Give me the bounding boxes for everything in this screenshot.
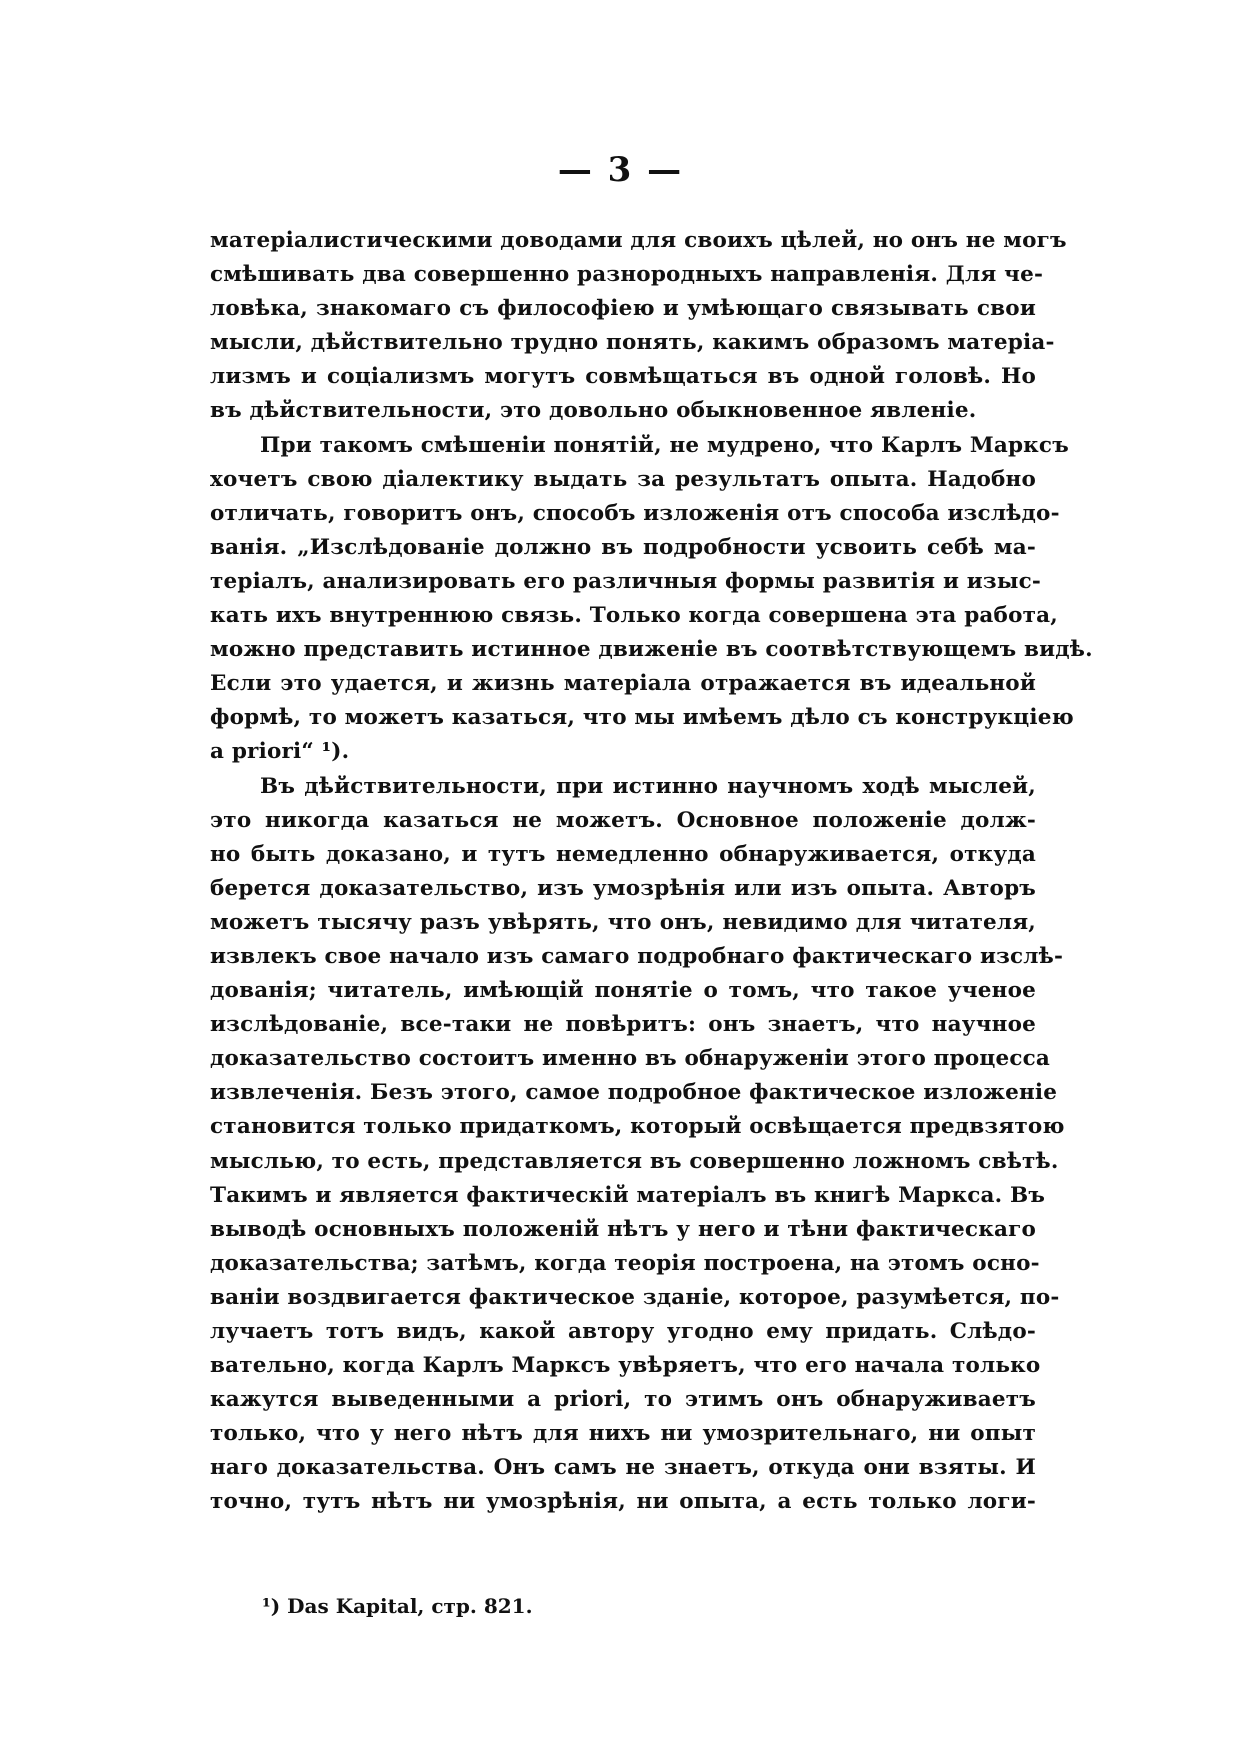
- text-line: смѣшивать два совершенно разнородныхъ направленія. Для че-: [210, 262, 1044, 288]
- text-line: матеріалистическими доводами для своихъ цѣлей, но онъ не могъ: [210, 228, 1067, 253]
- text-line: формѣ, то можетъ казаться, что мы имѣемъ дѣло съ конструкціею: [210, 705, 1074, 731]
- text-line: отличать, говоритъ онъ, способъ изложенія отъ способа изслѣдо-: [210, 500, 1060, 526]
- text-line: извлекъ свое начало изъ самаго подробнаго фактическаго изслѣ-: [210, 943, 1064, 969]
- text-line: хочетъ свою діалектику выдать за результатъ опыта. Надобно: [210, 466, 1036, 492]
- text-line: становится только придаткомъ, который освѣщается предвзятою: [210, 1114, 1065, 1140]
- text-line: изслѣдованіе, все-таки не повѣритъ: онъ знаетъ, что научное: [210, 1012, 1036, 1038]
- text-line: a priori“ ¹).: [210, 739, 350, 765]
- page-number: — 3 —: [557, 150, 684, 190]
- text-line: точно, тутъ нѣтъ ни умозрѣнія, ни опыта, а есть только логи-: [210, 1489, 1036, 1515]
- text-line: выводѣ основныхъ положеній нѣтъ у него и тѣни фактическаго: [210, 1216, 1036, 1242]
- text-line: вательно, когда Карлъ Марксъ увѣряетъ, что его начала только: [210, 1353, 1041, 1379]
- text-line: теріалъ, анализировать его различныя формы развитія и изыс-: [210, 568, 1042, 594]
- text-line: это никогда казаться не можетъ. Основное положеніе долж-: [210, 807, 1036, 833]
- text-line: только, что у него нѣтъ для нихъ ни умозрительнаго, ни опыт: [210, 1421, 1036, 1447]
- text-line: мысли, дѣйствительно трудно понять, какимъ образомъ матеріа-: [210, 330, 1055, 356]
- text-line: Такимъ и является фактическій матеріалъ въ книгѣ Маркса. Въ: [210, 1182, 1046, 1208]
- text-line: можетъ тысячу разъ увѣрять, что онъ, невидимо для читателя,: [210, 909, 1036, 935]
- text-line: ловѣка, знакомаго съ философіею и умѣющаго связывать свои: [210, 296, 1036, 322]
- text-line: мыслью, то есть, представляется въ совершенно ложномъ свѣтѣ.: [210, 1148, 1059, 1174]
- text-line: кать ихъ внутреннюю связь. Только когда совершена эта работа,: [210, 603, 1058, 629]
- body-text: [210, 224, 1093, 1520]
- text-line: доказательство состоитъ именно въ обнаруженіи этого процесса: [210, 1046, 1051, 1072]
- text-line: доказательства; затѣмъ, когда теорія построена, на этомъ осно-: [210, 1250, 1040, 1276]
- text-line: извлеченія. Безъ этого, самое подробное фактическое изложеніе: [210, 1080, 1058, 1106]
- text-line: наго доказательства. Онъ самъ не знаетъ, откуда они взяты. И: [210, 1455, 1036, 1481]
- text-line: ванія. „Изслѣдованіе должно въ подробности усвоить себѣ ма-: [210, 534, 1036, 560]
- footnote: ¹) Das Kapital, стр. 821.: [262, 1594, 533, 1618]
- text-line: въ дѣйствительности, это довольно обыкновенное явленіе.: [210, 398, 977, 424]
- paragraph-first-line: Въ дѣйствительности, при истинно научномъ ходѣ мыслей,: [260, 773, 1036, 799]
- text-line: ваніи воздвигается фактическое зданіе, которое, разумѣется, по-: [210, 1284, 1060, 1310]
- text-line: Если это удается, и жизнь матеріала отражается въ идеальной: [210, 671, 1036, 697]
- text-line: кажутся выведенными a priori, то этимъ онъ обнаруживаетъ: [210, 1387, 1036, 1413]
- paragraph-first-line: При такомъ смѣшеніи понятій, не мудрено, что Карлъ Марксъ: [260, 432, 1069, 458]
- text-line: лучаетъ тотъ видъ, какой автору угодно ему придать. Слѣдо-: [210, 1319, 1036, 1344]
- text-line: дованія; читатель, имѣющій понятіе о томъ, что такое ученое: [210, 978, 1036, 1004]
- text-line: берется доказательство, изъ умозрѣнія или изъ опыта. Авторъ: [210, 875, 1036, 901]
- text-line: лизмъ и соціализмъ могутъ совмѣщаться въ одной головѣ. Но: [210, 364, 1036, 390]
- text-line: но быть доказано, и тутъ немедленно обнаруживается, откуда: [210, 841, 1036, 867]
- text-line: можно представить истинное движеніе въ соотвѣтствующемъ видѣ.: [210, 637, 1093, 663]
